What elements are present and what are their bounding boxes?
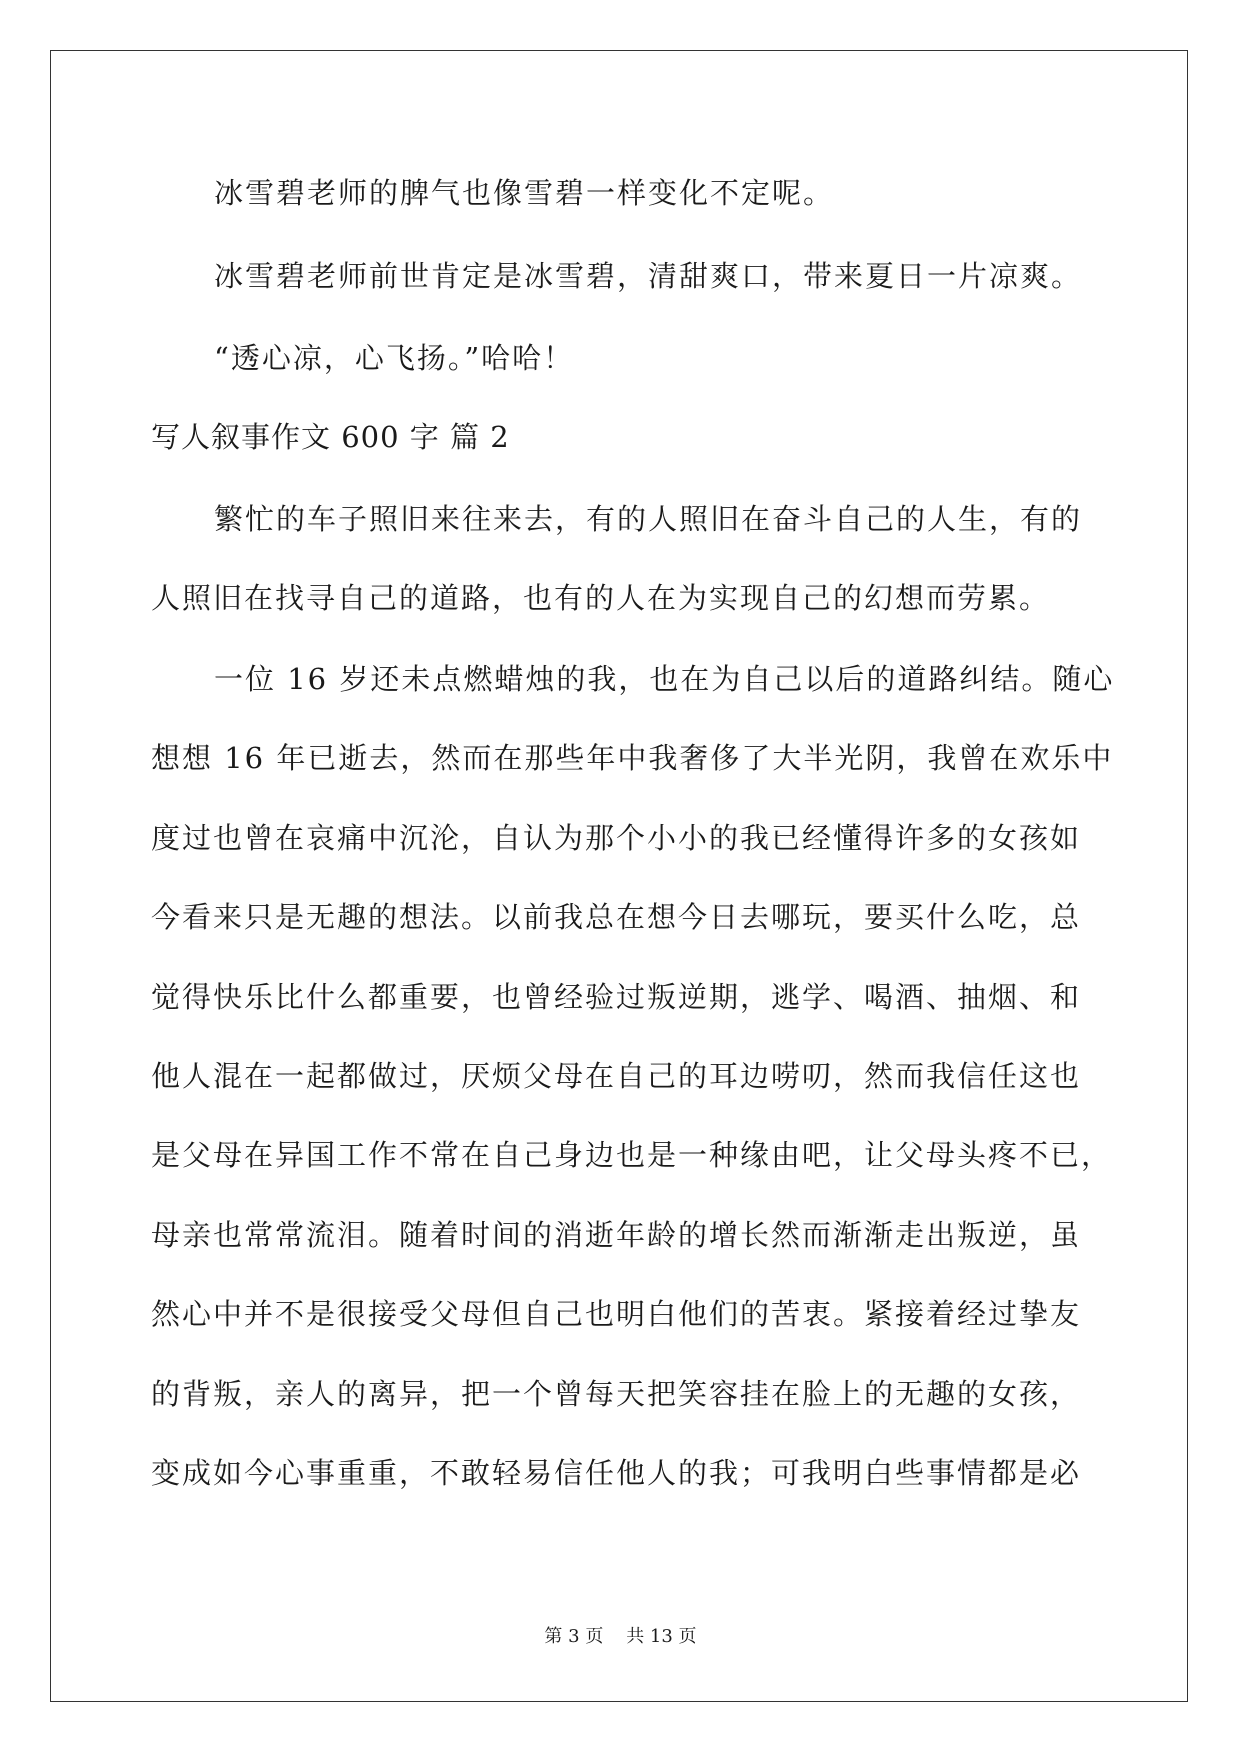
paragraph-line: 想想 16 年已逝去，然而在那些年中我奢侈了大半光阴，我曾在欢乐中 [151, 741, 1114, 775]
paragraph-line: 母亲也常常流泪。随着时间的消逝年龄的增长然而渐渐走出叛逆，虽 [151, 1218, 1082, 1252]
paragraph-line: 冰雪碧老师的脾气也像雪碧一样变化不定呢。 [214, 176, 835, 210]
paragraph-line: 繁忙的车子照旧来往来去，有的人照旧在奋斗自己的人生，有的 [214, 502, 1083, 536]
paragraph-line: 的背叛，亲人的离异，把一个曾每天把笑容挂在脸上的无趣的女孩， [151, 1377, 1082, 1411]
paragraph-line: 然心中并不是很接受父母但自己也明白他们的苦衷。紧接着经过挚友 [151, 1297, 1082, 1331]
paragraph-line: 人照旧在找寻自己的道路，也有的人在为实现自己的幻想而劳累。 [151, 581, 1051, 615]
paragraph-line: 变成如今心事重重，不敢轻易信任他人的我；可我明白些事情都是必 [151, 1456, 1082, 1490]
paragraph-line: 他人混在一起都做过，厌烦父母在自己的耳边唠叨，然而我信任这也 [151, 1059, 1082, 1093]
paragraph-line: 今看来只是无趣的想法。以前我总在想今日去哪玩，要买什么吃，总 [151, 900, 1082, 934]
paragraph-line: “透心凉，心飞扬。”哈哈！ [214, 341, 575, 375]
paragraph-line: 冰雪碧老师前世肯定是冰雪碧，清甜爽口，带来夏日一片凉爽。 [214, 259, 1083, 293]
paragraph-line: 是父母在异国工作不常在自己身边也是一种缘由吧，让父母头疼不已， [151, 1138, 1113, 1172]
paragraph-line: 度过也曾在哀痛中沉沦，自认为那个小小的我已经懂得许多的女孩如 [151, 821, 1082, 855]
page-number-footer: 第 3 页 共 13 页 [544, 1626, 697, 1647]
section-heading: 写人叙事作文 600 字 篇 2 [151, 420, 510, 454]
paragraph-line: 一位 16 岁还未点燃蜡烛的我，也在为自己以后的道路纠结。随心 [214, 662, 1115, 696]
paragraph-line: 觉得快乐比什么都重要，也曾经验过叛逆期，逃学、喝酒、抽烟、和 [151, 980, 1082, 1014]
